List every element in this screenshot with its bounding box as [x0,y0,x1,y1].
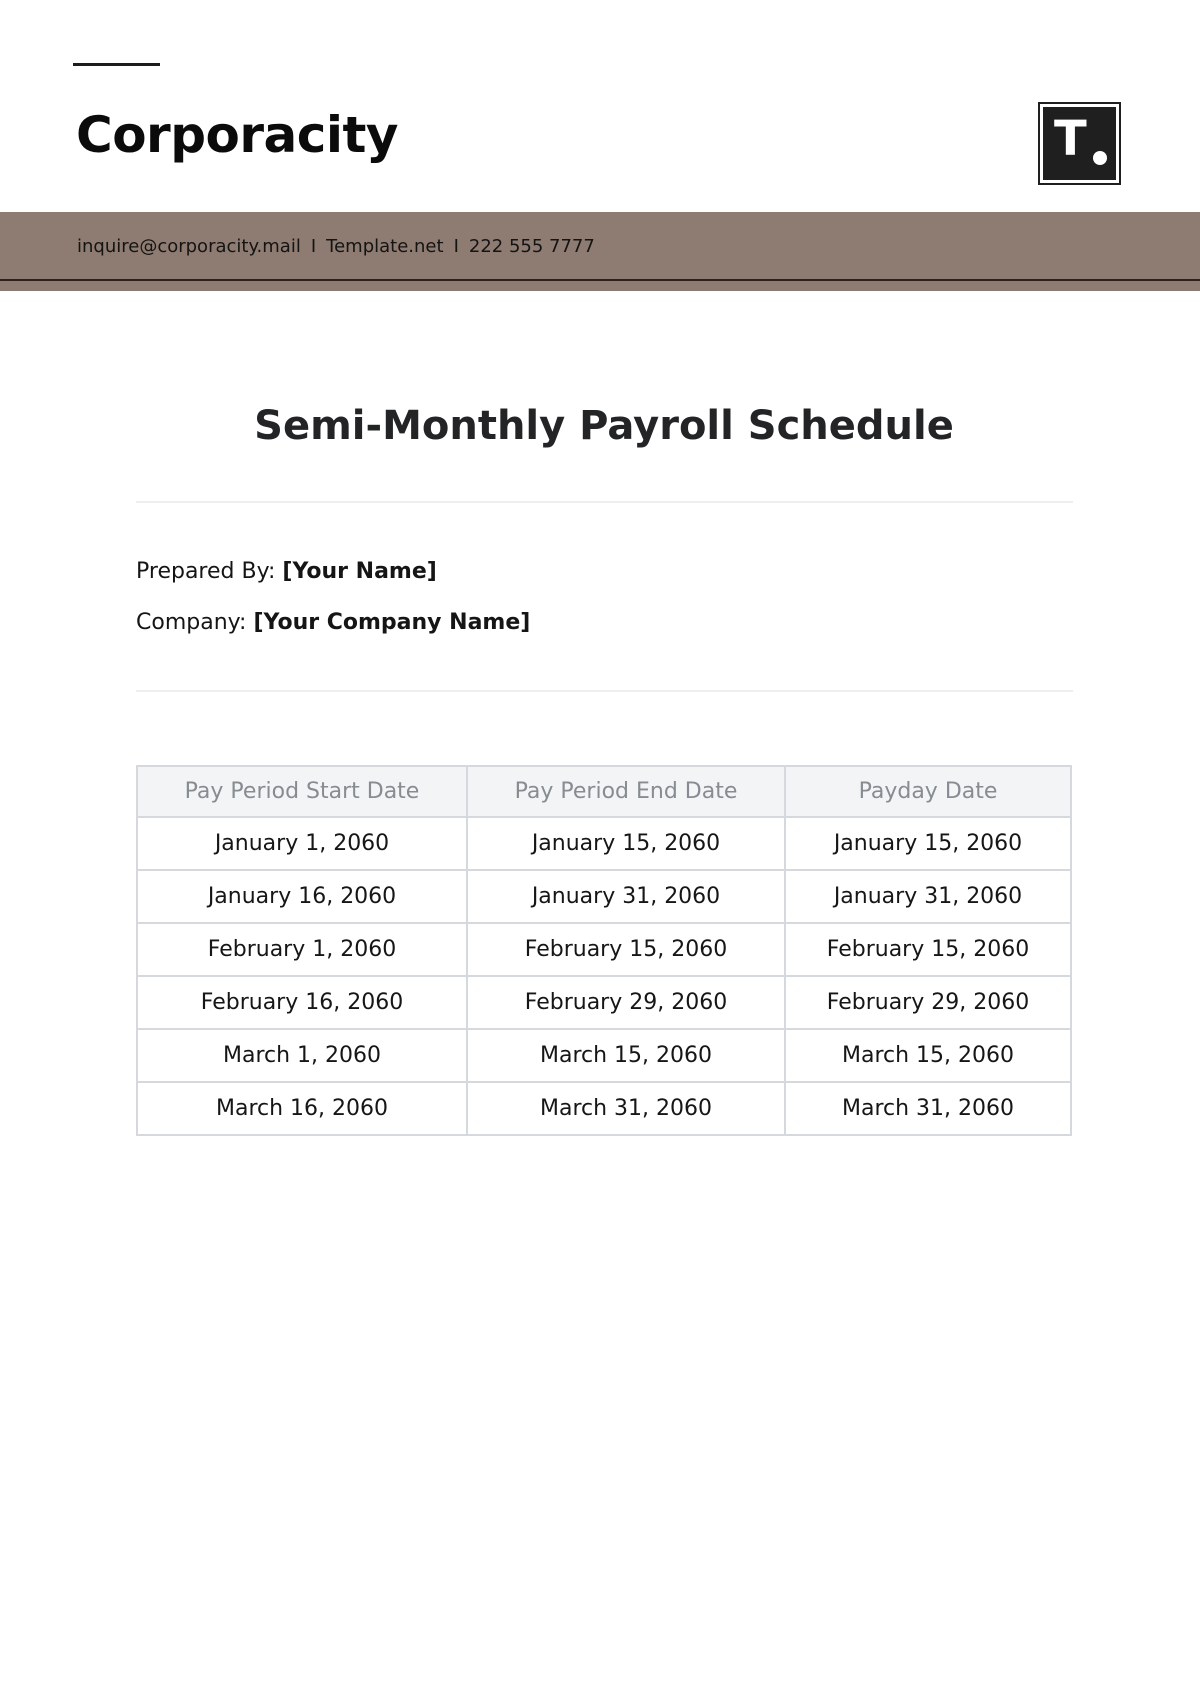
table-header-row [137,766,1071,817]
payroll-schedule-table [136,765,1072,1136]
start-date-cell: March 1, 2060 [137,1029,467,1082]
table-row [137,976,1071,1029]
end-date-cell: January 15, 2060 [467,817,785,870]
logo-dot [1093,151,1107,165]
logo-mark [1043,107,1116,180]
contact-info [77,236,595,257]
title-divider [136,501,1073,503]
logo-letter: T [1054,111,1087,167]
start-date-cell: March 16, 2060 [137,1082,467,1135]
column-header-end-date: Pay Period End Date [467,766,785,817]
table-row [137,1029,1071,1082]
end-date-cell: February 29, 2060 [467,976,785,1029]
prepared-by-value: [Your Name] [282,559,437,584]
start-date-cell: February 1, 2060 [137,923,467,976]
brand-logo-icon [1038,102,1121,185]
document-title: Semi-Monthly Payroll Schedule [254,403,954,449]
payday-cell: February 15, 2060 [785,923,1071,976]
table-row [137,923,1071,976]
contact-phone[interactable]: 222 555 7777 [468,236,595,257]
contact-separator: I [310,236,317,257]
start-date-cell: February 16, 2060 [137,976,467,1029]
table-row [137,1082,1071,1135]
payday-cell: March 31, 2060 [785,1082,1071,1135]
contact-band-rule [0,279,1200,281]
company [136,610,530,635]
column-header-payday: Payday Date [785,766,1071,817]
payday-cell: March 15, 2060 [785,1029,1071,1082]
company-value: [Your Company Name] [253,610,531,635]
payday-cell: February 29, 2060 [785,976,1071,1029]
brand-name: Corporacity [76,106,399,164]
end-date-cell: February 15, 2060 [467,923,785,976]
contact-email[interactable]: inquire@corporacity.mail [77,236,301,257]
contact-website[interactable]: Template.net [326,236,444,257]
contact-band [0,212,1200,291]
column-header-start-date: Pay Period Start Date [137,766,467,817]
payday-cell: January 31, 2060 [785,870,1071,923]
company-label: Company: [136,610,247,635]
start-date-cell: January 16, 2060 [137,870,467,923]
payday-cell: January 15, 2060 [785,817,1071,870]
contact-separator: I [453,236,459,257]
header-top-rule [73,63,160,66]
start-date-cell: January 1, 2060 [137,817,467,870]
table-row [137,817,1071,870]
meta-divider [136,690,1073,692]
end-date-cell: January 31, 2060 [467,870,785,923]
end-date-cell: March 31, 2060 [467,1082,785,1135]
prepared-by [136,559,437,584]
end-date-cell: March 15, 2060 [467,1029,785,1082]
table-row [137,870,1071,923]
prepared-by-label: Prepared By: [136,559,276,584]
